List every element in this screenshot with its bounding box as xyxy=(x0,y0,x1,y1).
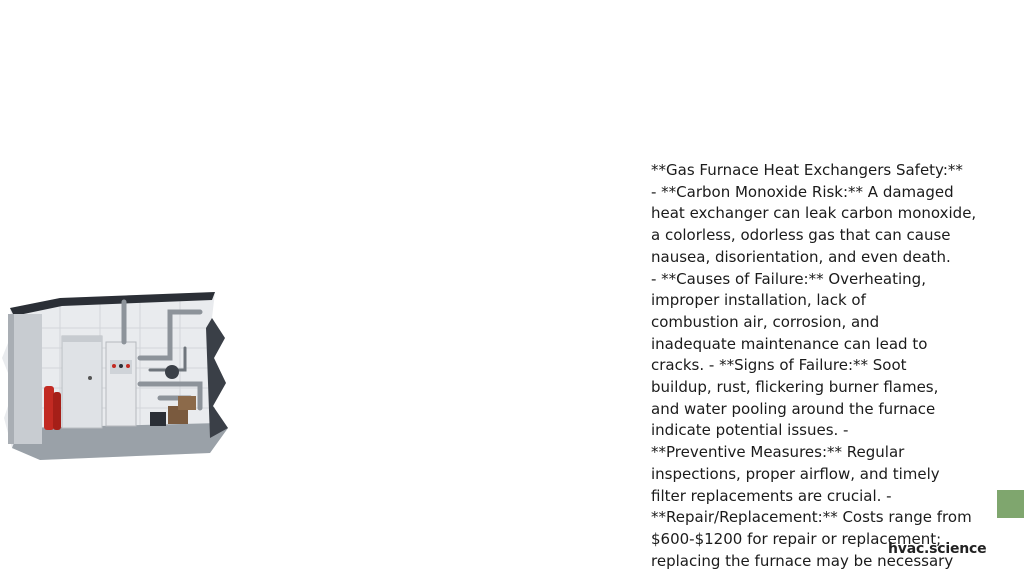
furnace-safety-text: **Gas Furnace Heat Exchangers Safety:** - **Carbon Monoxide Risk:** A damaged heat exchanger can leak carbon monoxide, a colorless, odorless gas that can cause nausea, disorientation, and even death. - **Causes of Failure:** Overheating, improper installation, lack of combustion air, corrosion, and inadequate maintenance can lead to cracks. - **Signs of Failure:** Soot buildup, rust, flickering burner flames, and water pooling around the furnace indicate potential issues. - **Preventive Measures:** Regular inspections, proper airflow, and timely filter replacements are crucial. - **Repair/Replacement:** Costs range from $600-$1200 for repair or replacement; replacing the furnace may be necessary xyxy=(651,161,977,570)
watermark: hvac.science xyxy=(888,541,987,557)
accent-square xyxy=(997,490,1024,518)
furnace-room-illustration xyxy=(0,288,232,460)
